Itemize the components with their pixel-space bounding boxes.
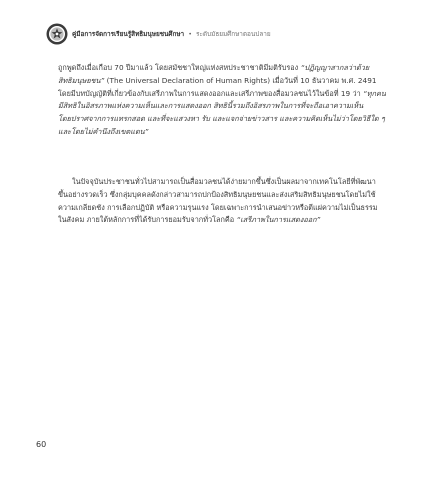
body-text: ในสังคม ภายใต้หลักการที่ได้รับการยอมรับจากทั่วโลกคือ bbox=[58, 215, 237, 225]
paragraph-line bbox=[58, 113, 385, 126]
paragraph-udhr bbox=[58, 62, 386, 139]
quoted-text: โดยปราศจากการแทรกสอด และที่จะแสวงหา รับ และแจกจ่ายข่าวสาร และความคิดเห็นไม่ว่าโดยวิธีใด ๆ bbox=[58, 114, 385, 124]
quoted-text: “ปฏิญญาสากลว่าด้วย bbox=[300, 63, 370, 72]
body-text: ถูกพูดถึงเมื่อเกือบ 70 ปีมาแล้ว โดยสมัชชาใหญ่แห่งสหประชาชาติมีมติรับรอง bbox=[58, 63, 301, 72]
header-separator: • bbox=[188, 30, 192, 38]
paragraph-line bbox=[58, 126, 378, 139]
header-title: คู่มือการจัดการเรียนรู้สิทธิมนุษยชนศึกษา bbox=[72, 30, 185, 38]
paragraph-line bbox=[58, 88, 386, 101]
quoted-text: มีสิทธิในอิสรภาพแห่งความเห็นและการแสดงออก สิทธินี้รวมถึงอิสรภาพในการที่จะถือเอาความเห็น bbox=[58, 101, 364, 111]
paragraph-line bbox=[58, 189, 378, 202]
header-subtitle: ระดับมัธยมศึกษาตอนปลาย bbox=[196, 30, 271, 38]
paragraph-line bbox=[58, 100, 378, 113]
body-text: ความเกลียดชัง การเลือกปฏิบัติ หรือความรุนแรง โดยเฉพาะการนำเสนอข่าวหรือตีแผ่ความไม่เป็นธรรม bbox=[58, 202, 378, 212]
quoted-text: และโดยไม่คำนึงถึงเขตแดน” bbox=[58, 126, 149, 136]
organization-logo-icon bbox=[46, 23, 68, 45]
page-header bbox=[46, 23, 386, 45]
body-text: (The Universal Declaration of Human Rights) เมื่อวันที่ 10 ธันวาคม พ.ศ. 2491 bbox=[104, 75, 377, 85]
paragraph-citizen-media bbox=[58, 176, 378, 227]
quoted-text: “เสรีภาพในการแสดงออก” bbox=[236, 215, 321, 225]
quoted-text: “ทุกคน bbox=[362, 88, 386, 98]
header-text bbox=[72, 29, 271, 39]
paragraph-line bbox=[58, 202, 378, 215]
paragraph-line bbox=[58, 176, 378, 189]
body-text: โดยมีบทบัญญัติที่เกี่ยวข้องกับเสรีภาพในการแสดงออกและเสรีภาพของสื่อมวลชนไว้ในข้อที่ 19 ว่า bbox=[58, 88, 363, 98]
paragraph-line bbox=[58, 75, 378, 88]
paragraph-line bbox=[58, 214, 378, 227]
body-text: ในปัจจุบันประชาชนทั่วไปสามารถเป็นสื่อมวลชนได้ง่ายมากขึ้นซึ่งเป็นผลมาจากเทคโนโลยีที่พัฒนา bbox=[72, 177, 376, 186]
quoted-text: สิทธิมนุษยชน” bbox=[58, 75, 105, 85]
paragraph-line bbox=[58, 62, 378, 75]
body-text: ขึ้นอย่างรวดเร็ว ซึ่งกลุ่มบุคคลดังกล่าวสามารถปกป้องสิทธิมนุษยชนและส่งเสริมสิทธิมนุษยชนโดยไม่ใช้ bbox=[58, 189, 376, 199]
page-number: 60 bbox=[36, 440, 47, 449]
